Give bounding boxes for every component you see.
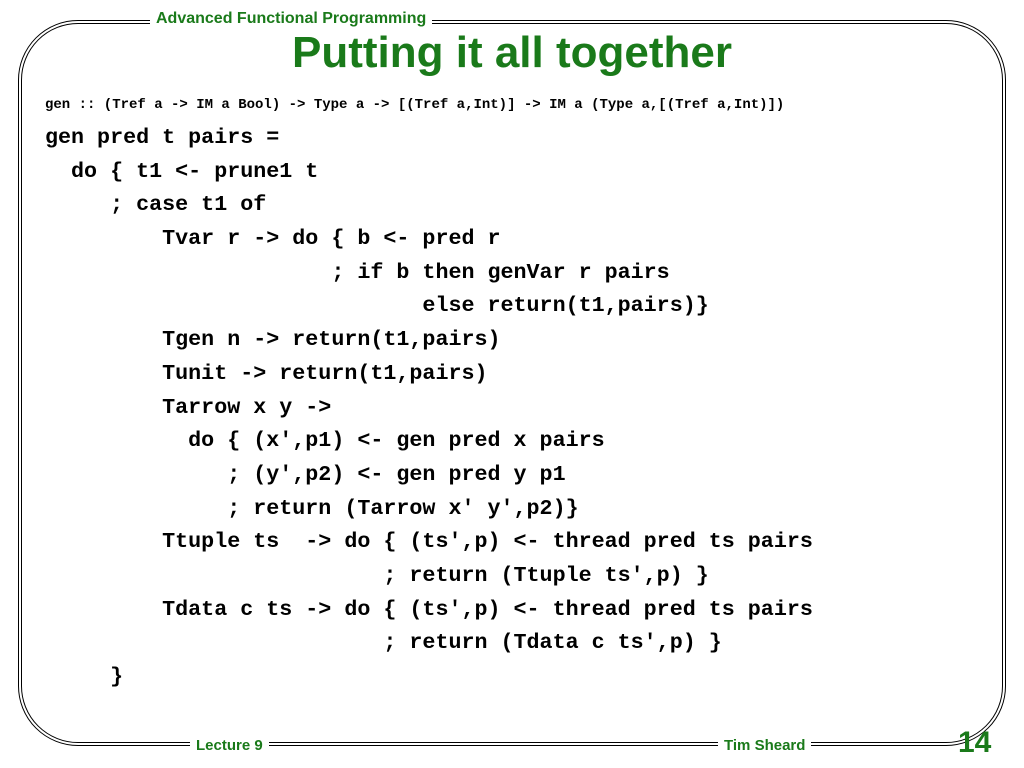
- code-line: Tarrow x y ->: [45, 394, 332, 420]
- code-line: Ttuple ts -> do { (ts',p) <- thread pred ts pairs: [45, 529, 813, 555]
- footer-author: Tim Sheard: [718, 737, 811, 754]
- footer-lecture: Lecture 9: [190, 737, 269, 754]
- code-line: do { (x',p1) <- gen pred x pairs: [45, 428, 605, 454]
- code-line: ; if b then genVar r pairs: [45, 259, 670, 285]
- code-line: ; case t1 of: [45, 192, 267, 218]
- code-line: Tdata c ts -> do { (ts',p) <- thread pred ts pairs: [45, 596, 813, 622]
- code-line: ; return (Tdata c ts',p) }: [45, 630, 722, 656]
- code-line: Tgen n -> return(t1,pairs): [45, 327, 501, 353]
- code-line: Tvar r -> do { b <- pred r: [45, 226, 501, 252]
- code-line: ; return (Tarrow x' y',p2)}: [45, 495, 579, 521]
- code-line: else return(t1,pairs)}: [45, 293, 709, 319]
- code-line: }: [45, 664, 124, 689]
- code-block: [45, 121, 813, 694]
- page-number: 14: [958, 726, 992, 759]
- code-line: gen pred t pairs =: [45, 125, 280, 150]
- course-header: Advanced Functional Programming: [150, 10, 432, 28]
- code-line: Tunit -> return(t1,pairs): [45, 360, 488, 386]
- type-signature: gen :: (Tref a -> IM a Bool) -> Type a -> [(Tref a,Int)] -> IM a (Type a,[(Tref a,Int)]): [45, 97, 785, 113]
- code-line: ; return (Ttuple ts',p) }: [45, 562, 709, 588]
- slide-title: Putting it all together: [292, 28, 732, 77]
- code-line: ; (y',p2) <- gen pred y p1: [45, 461, 566, 487]
- code-line: do { t1 <- prune1 t: [45, 158, 319, 184]
